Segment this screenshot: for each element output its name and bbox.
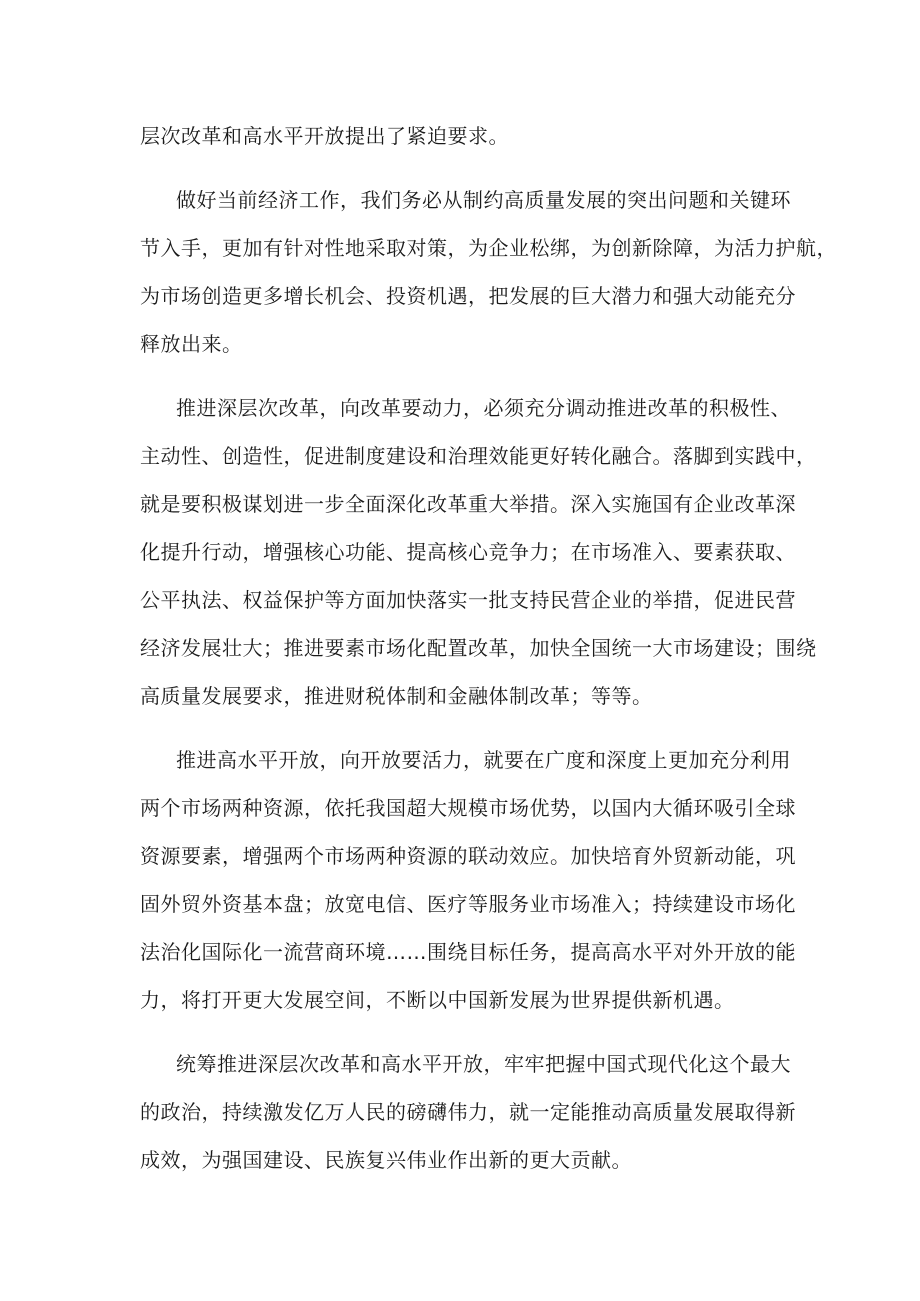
- paragraph-3-line-1: 推进深层次改革，向改革要动力，必须充分调动推进改革的积极性、: [176, 396, 791, 420]
- paragraph-3-line-7: 高质量发展要求，推进财税体制和金融体制改革；等等。: [140, 684, 653, 708]
- paragraph-3-line-2: 主动性、创造性，促进制度建设和治理效能更好转化融合。落脚到实践中，: [140, 444, 817, 468]
- paragraph-3-line-5: 公平执法、权益保护等方面加快落实一批支持民营企业的举措，促进民营: [140, 588, 796, 612]
- paragraph-2-line-1: 做好当前经济工作，我们务必从制约高质量发展的突出问题和关键环: [176, 188, 791, 212]
- paragraph-5-line-2: 的政治，持续激发亿万人民的磅礴伟力，就一定能推动高质量发展取得新: [140, 1100, 796, 1124]
- paragraph-4-line-6: 力，将打开更大发展空间，不断以中国新发展为世界提供新机遇。: [140, 988, 735, 1012]
- paragraph-4-line-1: 推进高水平开放，向开放要活力，就要在广度和深度上更加充分利用: [176, 748, 791, 772]
- paragraph-3-line-4: 化提升行动，增强核心功能、提高核心竞争力；在市场准入、要素获取、: [140, 540, 796, 564]
- paragraph-1-line-1: 层次改革和高水平开放提出了紧迫要求。: [140, 124, 509, 148]
- paragraph-2-line-3: 为市场创造更多增长机会、投资机遇，把发展的巨大潜力和强大动能充分: [140, 284, 796, 308]
- paragraph-5-line-3: 成效，为强国建设、民族复兴伟业作出新的更大贡献。: [140, 1148, 632, 1172]
- paragraph-2-line-2: 节入手，更加有针对性地采取对策，为企业松绑，为创新除障，为活力护航，: [140, 236, 837, 260]
- paragraph-2-line-4: 释放出来。: [140, 332, 243, 356]
- paragraph-3-line-6: 经济发展壮大；推进要素市场化配置改革，加快全国统一大市场建设；围绕: [140, 636, 817, 660]
- paragraph-4-line-3: 资源要素，增强两个市场两种资源的联动效应。加快培育外贸新动能，巩: [140, 844, 796, 868]
- paragraph-4-line-2: 两个市场两种资源，依托我国超大规模市场优势，以国内大循环吸引全球: [140, 796, 796, 820]
- paragraph-4-line-4: 固外贸外资基本盘；放宽电信、医疗等服务业市场准入；持续建设市场化: [140, 892, 796, 916]
- paragraph-5-line-1: 统筹推进深层次改革和高水平开放，牢牢把握中国式现代化这个最大: [176, 1052, 791, 1076]
- paragraph-3-line-3: 就是要积极谋划进一步全面深化改革重大举措。深入实施国有企业改革深: [140, 492, 796, 516]
- paragraph-4-line-5: 法治化国际化一流营商环境……围绕目标任务，提高高水平对外开放的能: [140, 940, 796, 964]
